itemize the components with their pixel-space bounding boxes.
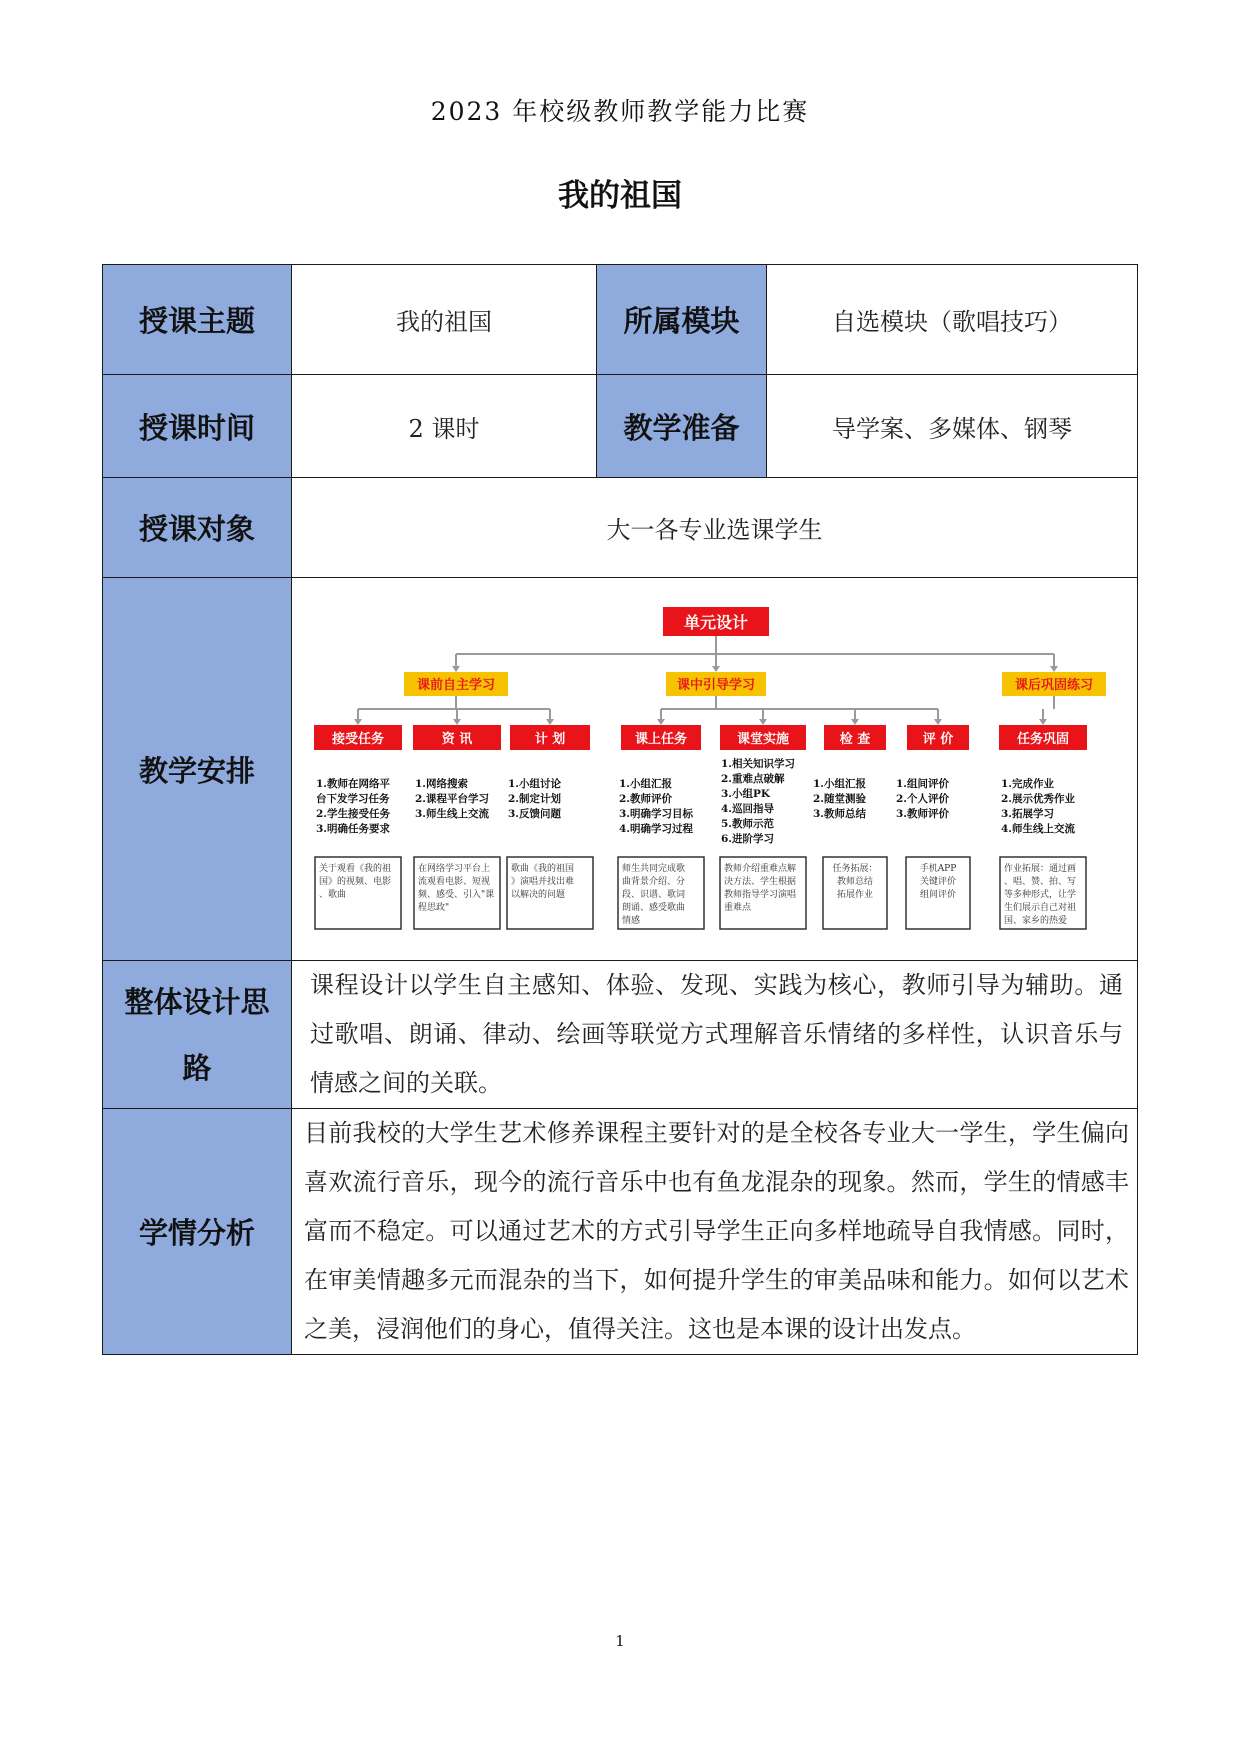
stage-desc-line: 师生共同完成歌 <box>622 863 686 874</box>
stage-item: 3.拓展学习 <box>1001 807 1054 820</box>
phase-arrow <box>452 666 460 672</box>
stage-item: 1.完成作业 <box>1001 777 1054 790</box>
stage-item: 3.明确学习目标 <box>619 807 693 820</box>
stage-desc-line: 在网络学习平台上 <box>418 863 491 874</box>
stage-item: 2.展示优秀作业 <box>1001 792 1075 805</box>
stage-item: 2.制定计划 <box>508 792 561 805</box>
page-number: 1 <box>615 1632 625 1650</box>
stage-desc-line: 等多种形式，让学 <box>1004 889 1077 900</box>
row-design-idea <box>103 961 1138 1109</box>
label-arrangement: 教学安排 <box>103 578 292 961</box>
stage-desc-line: 流观看电影、短视 <box>418 876 491 887</box>
label-topic: 授课主题 <box>103 265 292 375</box>
stage-desc-line: 以解决的问题 <box>511 889 566 900</box>
stage-arrow <box>851 719 859 725</box>
stage-arrow <box>354 719 362 725</box>
stage-desc-line: 、唱、赞、拍、写 <box>1004 876 1077 887</box>
stage-item: 1.小组汇报 <box>619 777 672 790</box>
row-student-analysis <box>103 1109 1138 1355</box>
stage-item: 2.个人评价 <box>896 792 949 805</box>
stage-item: 1.网络搜索 <box>415 777 468 790</box>
stage-desc-line: 曲背景介绍、分 <box>622 876 686 887</box>
phase-label: 课中引导学习 <box>676 677 756 693</box>
stage-desc-line: 歌曲《我的祖国 <box>511 863 575 874</box>
stage-item: 2.课程平台学习 <box>415 792 489 805</box>
stage-desc-line: 决方法、学生根据 <box>724 876 797 887</box>
stage-desc-line: 频、感受、引入"课 <box>418 889 495 900</box>
value-audience: 大一各专业选课学生 <box>292 478 1138 578</box>
stage-arrow <box>546 719 554 725</box>
stage-title: 课堂实施 <box>736 731 790 747</box>
design-idea-text-cell <box>292 961 1138 1109</box>
stage-desc-line: 关于观看《我的祖 <box>319 863 392 874</box>
stage-title: 资 讯 <box>441 731 473 747</box>
stage-item: 3.反馈问题 <box>508 807 561 820</box>
phase-arrow <box>712 666 720 672</box>
stage-item: 3.教师总结 <box>813 807 866 820</box>
stage-arrow <box>934 719 942 725</box>
stage-item: 台下发学习任务 <box>316 792 390 805</box>
stage-desc-line: 》演唱并找出难 <box>511 876 575 887</box>
design-idea-text: 课程设计以学生自主感知、体验、发现、实践为核心，教师引导为辅助。通过歌唱、朗诵、律动、绘画等联觉方式理解音乐情绪的多样性，认识音乐与情感之间的关联。 <box>310 971 1123 1097</box>
stage-arrow <box>657 719 665 725</box>
student-analysis-text: 目前我校的大学生艺术修养课程主要针对的是全校各专业大一学生，学生偏向喜欢流行音乐，现今的流行音乐中也有鱼龙混杂的现象。然而，学生的情感丰富而不稳定。可以通过艺术的方式引导学生正向多样地疏导自我情感。同时，在审美情趣多元而混杂的当下，如何提升学生的审美品味和能力。如何以艺术之美，浸润他们的身心，值得关注。这也是本课的设计出发点。 <box>304 1119 1129 1343</box>
stage-desc-line: 国》的视频、电影 <box>319 876 392 887</box>
stage-item: 3.小组PK <box>721 787 770 800</box>
phase-label: 课后巩固练习 <box>1014 677 1094 693</box>
arrangement-diagram-cell <box>292 578 1138 961</box>
stage-title: 评 价 <box>922 731 954 747</box>
stage-arrow <box>759 719 767 725</box>
stage-arrow <box>1039 719 1047 725</box>
label-design-idea <box>103 961 292 1109</box>
stage-item: 2.随堂测验 <box>813 792 866 805</box>
stage-title: 检 查 <box>839 731 871 747</box>
student-analysis-text-cell <box>292 1109 1138 1355</box>
stage-title: 课上任务 <box>634 731 688 747</box>
stage-desc-line: 情感 <box>622 915 641 926</box>
stage-desc-line: 关键评价 <box>919 876 957 887</box>
stage-desc-line: 教师总结 <box>836 876 874 887</box>
label-time: 授课时间 <box>103 375 292 478</box>
stage-item: 4.巡回指导 <box>721 802 774 815</box>
stage-desc-line: 国、家乡的热爱 <box>1004 915 1068 926</box>
stage-title: 任务巩固 <box>1016 731 1070 747</box>
stage-title: 计 划 <box>534 731 566 747</box>
stage-item: 5.教师示范 <box>721 817 774 830</box>
stage-item: 2.学生接受任务 <box>316 807 390 820</box>
label-audience: 授课对象 <box>103 478 292 578</box>
stage-desc-line: 重难点 <box>724 902 752 913</box>
stage-desc-line: 作业拓展：通过画 <box>1004 863 1077 874</box>
stage-desc-line: 教师介绍重难点解 <box>724 863 797 874</box>
stage-desc-line: 朗诵、感受歌曲 <box>622 902 686 913</box>
stage-desc-line: 手机APP <box>919 863 957 874</box>
stage-item: 1.教师在网络平 <box>316 777 390 790</box>
value-time: 2 课时 <box>292 375 597 478</box>
stage-item: 3.明确任务要求 <box>316 822 390 835</box>
stage-item: 1.小组汇报 <box>813 777 866 790</box>
stage-item: 3.师生线上交流 <box>415 807 489 820</box>
stage-item: 6.进阶学习 <box>721 832 774 845</box>
lesson-plan-table <box>102 264 1138 1355</box>
unit-design-diagram <box>292 579 1138 960</box>
competition-header: 2023 年校级教师教学能力比赛 <box>430 97 810 126</box>
value-module: 自选模块（歌唱技巧） <box>767 265 1138 375</box>
root-label: 单元设计 <box>683 612 749 632</box>
label-module: 所属模块 <box>597 265 767 375</box>
phase-label: 课前自主学习 <box>416 677 496 693</box>
stage-item: 1.小组讨论 <box>508 777 561 790</box>
row-time <box>103 375 1138 478</box>
stage-desc-line: 组间评价 <box>919 889 957 900</box>
stage-item: 3.教师评价 <box>896 807 949 820</box>
stage-item: 4.师生线上交流 <box>1001 822 1075 835</box>
row-audience <box>103 478 1138 578</box>
stage-item: 4.明确学习过程 <box>619 822 693 835</box>
stage-title: 接受任务 <box>331 731 385 747</box>
stage-desc-line: 生们展示自己对祖 <box>1004 902 1077 913</box>
row-arrangement <box>103 578 1138 961</box>
stage-item: 1.组间评价 <box>896 777 949 790</box>
stage-desc-line: 、歌曲 <box>319 889 347 900</box>
label-preparation: 教学准备 <box>597 375 767 478</box>
stage-item: 1.相关知识学习 <box>721 757 795 770</box>
stage-desc-line: 拓展作业 <box>836 889 874 900</box>
stage-desc-line: 教师指导学习演唱 <box>724 889 797 900</box>
row-topic <box>103 265 1138 375</box>
value-preparation: 导学案、多媒体、钢琴 <box>767 375 1138 478</box>
value-topic: 我的祖国 <box>292 265 597 375</box>
stage-desc-line: 程思政" <box>418 902 450 913</box>
label-design-idea-line1: 整体设计思 <box>124 984 270 1019</box>
stage-desc-line: 任务拓展： <box>832 863 878 874</box>
label-student-analysis: 学情分析 <box>103 1109 292 1355</box>
label-design-idea-line2: 路 <box>182 1050 212 1085</box>
page-title: 我的祖国 <box>558 178 682 214</box>
phase-arrow <box>1050 666 1058 672</box>
stage-desc-line: 段、识谱、歌词 <box>622 889 686 900</box>
stage-arrow <box>453 719 461 725</box>
stage-item: 2.重难点破解 <box>721 772 785 785</box>
stage-item: 2.教师评价 <box>619 792 672 805</box>
